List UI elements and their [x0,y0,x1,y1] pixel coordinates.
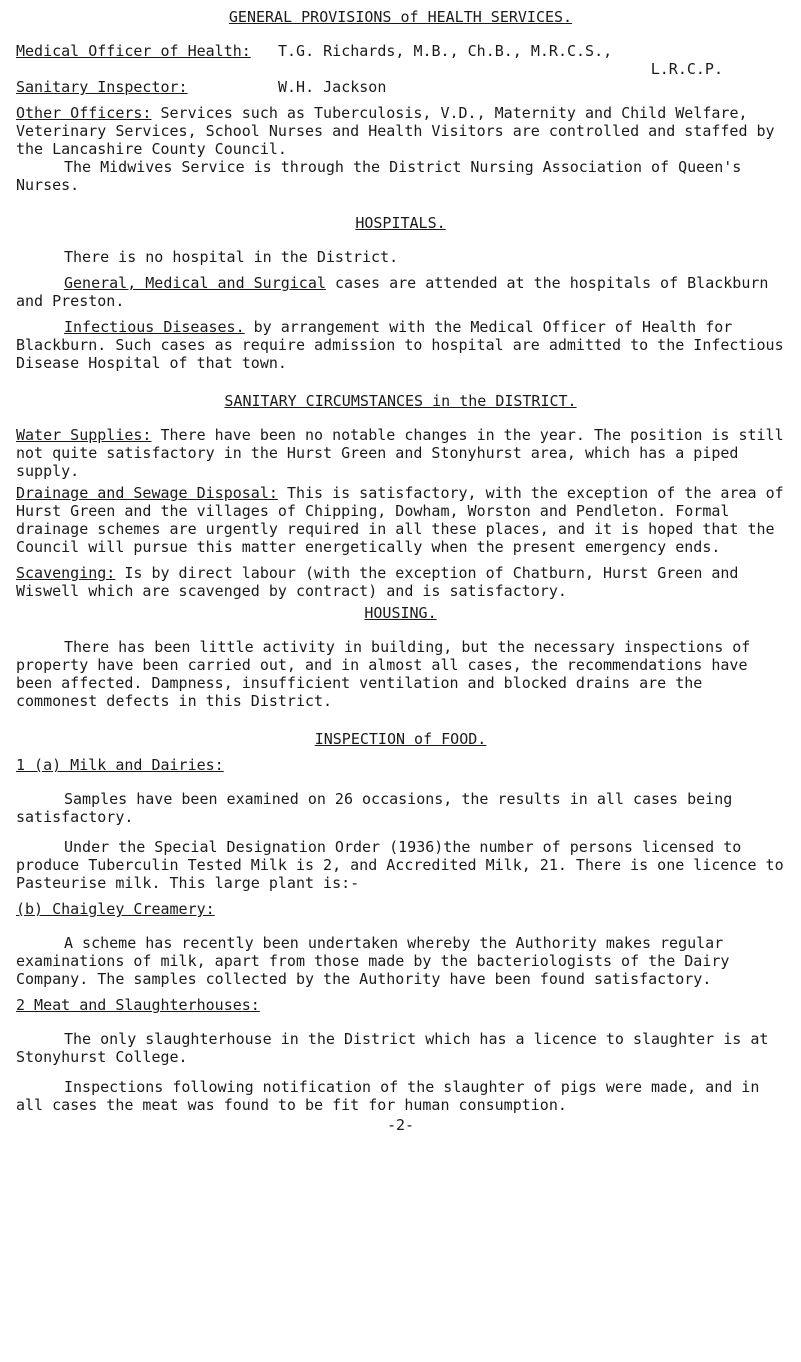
milk-label: 1 (a) Milk and Dairies: [16,756,224,774]
si-value: W.H. Jackson [278,78,387,96]
infectious-para [16,318,785,372]
creamery-para: A scheme has recently been undertaken whereby the Authority makes regular examinations of milk, apart from those made by the bacteriologists of the Dairy Company. The samples collected by the Authority have been found satisfactory. [16,934,730,988]
housing-para: There has been little activity in building, but the necessary inspections of property have been carried out, and in almost all cases, the recommendations have been affected. Dampness, insufficient ventilation and blocked drains are the commonest defects in this District. [16,638,751,710]
moh-value-cont: L.R.C.P. [650,60,723,78]
drainage-label: Drainage and Sewage Disposal: [16,484,278,502]
general-hospitals-para [16,274,785,310]
other-officers-label: Other Officers: [16,104,152,122]
water-text: There have been no notable changes in the year. The position is still not quite satisfactory in the Hurst Green and Stonyhurst area, which has a piped supply. [16,426,784,480]
drainage-para [16,484,785,556]
water-para [16,426,785,480]
moh-label: Medical Officer of Health: [16,42,251,60]
si-label: Sanitary Inspector: [16,78,188,96]
moh-row [16,42,785,60]
meat-para-2: Inspections following notification of the slaughter of pigs were made, and in all cases the meat was found to be fit for human consumption. [16,1078,760,1114]
page-number: -2- [386,1116,415,1134]
water-label: Water Supplies: [16,426,152,444]
scavenging-para [16,564,785,600]
food-heading: INSPECTION of FOOD. [314,730,487,748]
infectious-label: Infectious Diseases. [64,318,245,336]
si-row [16,78,785,96]
other-officers-para [16,104,785,158]
general-text: cases are attended at the hospitals of Blackburn and Preston. [16,274,769,310]
other-officers-text: Services such as Tuberculosis, V.D., Maternity and Child Welfare, Veterinary Services, School Nurses and Health Visitors are controlled and staffed by the Lancashire County Council. [16,104,775,158]
meat-para-1: The only slaughterhouse in the District which has a licence to slaughter is at Stonyhurst College. [16,1030,769,1066]
scavenging-text: Is by direct labour (with the exception of Chatburn, Hurst Green and Wiswell which are scavenged by contract) and is satisfactory. [16,564,739,600]
page-title: GENERAL PROVISIONS of HEALTH SERVICES. [228,8,573,26]
creamery-label: (b) Chaigley Creamery: [16,900,215,918]
general-label: General, Medical and Surgical [64,274,326,292]
drainage-text: This is satisfactory, with the exception of the area of Hurst Green and the villages of Chipping, Dowham, Worston and Pendleton. Formal drainage schemes are urgently required in all these places, and it is hoped that the Council will pursue this matter energetically when the present emergency ends. [16,484,784,556]
milk-para-1: Samples have been examined on 26 occasions, the results in all cases being satisfactory. [16,790,733,826]
sanitary-heading: SANITARY CIRCUMSTANCES in the DISTRICT. [224,392,577,410]
midwives-para: The Midwives Service is through the District Nursing Association of Queen's Nurses. [16,158,742,194]
milk-para-2: Under the Special Designation Order (1936)the number of persons licensed to produce Tuberculin Tested Milk is 2, and Accredited Milk, 21. There is one licence to Pasteurise milk. This large plant is:- [16,838,784,892]
hospitals-heading: HOSPITALS. [355,214,446,232]
housing-heading: HOUSING. [364,604,437,622]
moh-value: T.G. Richards, M.B., Ch.B., M.R.C.S., [278,42,613,60]
infectious-text: by arrangement with the Medical Officer of Health for Blackburn. Such cases as require admission to hospital are admitted to the Infectious Disease Hospital of that town. [16,318,784,372]
scavenging-label: Scavenging: [16,564,116,582]
meat-label: 2 Meat and Slaughterhouses: [16,996,260,1014]
hospitals-intro: There is no hospital in the District. [64,248,399,266]
